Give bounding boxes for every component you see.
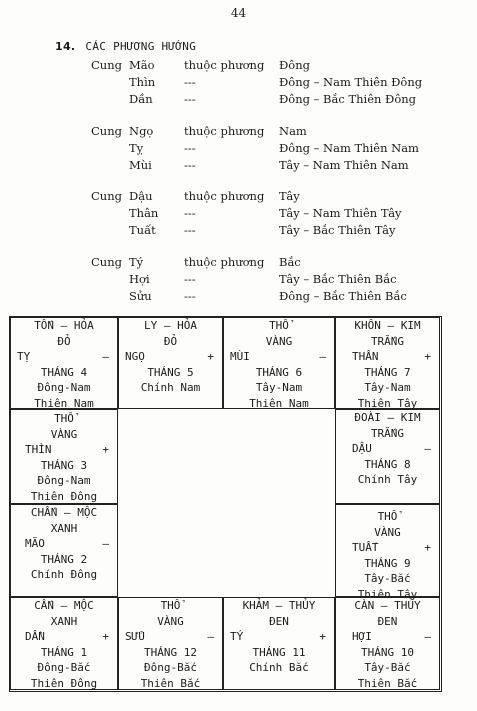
sign: +: [102, 630, 109, 643]
direction: Tây – Bắc Thiên Bắc: [279, 272, 397, 286]
branch: MÃO: [25, 537, 45, 550]
direction: Tây-Bắc: [364, 572, 411, 585]
branch: THÂN: [352, 350, 379, 363]
direction: Tây – Nam Thiên Tây: [279, 206, 402, 220]
direction: Đông: [279, 58, 310, 72]
direction: Đông – Nam Thiên Đông: [279, 75, 423, 89]
direction: Đông-Nam: [37, 381, 91, 394]
branch: Tý: [129, 255, 144, 269]
branch: Sửu: [129, 289, 152, 303]
branch: Dần: [129, 92, 153, 106]
direction: Tây: [279, 189, 300, 203]
relation: thuộc phương: [184, 124, 265, 138]
direction: Tây-Nam: [364, 381, 411, 394]
relation: ---: [184, 92, 196, 106]
sign: +: [424, 350, 431, 363]
sign: +: [319, 630, 326, 643]
cell-suu: [118, 597, 223, 690]
page-number: 44: [230, 6, 247, 20]
relation: ---: [184, 223, 196, 237]
cell-can-moc: [10, 597, 118, 690]
direction-sub: Thiên Đông: [30, 489, 98, 503]
trigram: THỔ: [54, 412, 74, 425]
branch: THÌN: [25, 443, 52, 456]
cell-khon: [335, 317, 440, 409]
grid-center: [118, 409, 335, 597]
trigram: LY – HỎA: [144, 319, 197, 332]
month: THÁNG 2: [40, 552, 88, 566]
direction: Chính Bắc: [249, 661, 309, 674]
trigram: THỔ: [160, 599, 181, 612]
branch: Thân: [129, 206, 159, 220]
sign: –: [424, 630, 431, 643]
color: ĐEN: [377, 614, 398, 628]
cell-ton: [10, 317, 118, 409]
branch: Ngọ: [129, 124, 154, 138]
color: VÀNG: [157, 614, 184, 628]
cell-mui: [223, 317, 335, 409]
cell-can-thuy: [335, 597, 440, 690]
relation: ---: [184, 141, 196, 155]
month: THÁNG 3: [40, 458, 88, 472]
branch: TÝ: [230, 630, 244, 643]
direction: Chính Đông: [30, 568, 98, 581]
direction-sub: Thiên Tây: [357, 587, 418, 601]
color: ĐỎ: [163, 334, 178, 348]
sign: –: [319, 350, 326, 363]
branch: Thìn: [129, 75, 156, 89]
direction: Đông – Nam Thiên Nam: [279, 141, 419, 155]
trigram: CÀN – THỦY: [354, 599, 421, 612]
section-title: CÁC PHƯƠNG HƯỚNG: [85, 40, 197, 53]
direction: Bắc: [279, 255, 301, 269]
trigram: KHẢM – THỦY: [242, 599, 316, 612]
direction: Đông – Bắc Thiên Bắc: [279, 289, 407, 303]
direction-sub: Thiên Tây: [357, 396, 418, 410]
direction: Đông – Bắc Thiên Đông: [279, 92, 417, 106]
direction: Chính Tây: [357, 473, 418, 486]
palace-word: Cung: [91, 189, 122, 203]
trigram: THỔ: [269, 319, 289, 332]
direction: Đông-Bắc: [144, 661, 197, 674]
palace-word: Cung: [91, 124, 122, 138]
trigram: ĐOÀI – KIM: [354, 411, 421, 424]
branch: Tỵ: [129, 141, 144, 155]
direction-sub: Thiên Nam: [249, 396, 309, 410]
direction: Tây-Bắc: [364, 661, 411, 674]
relation: ---: [184, 289, 196, 303]
month: THÁNG 7: [364, 365, 411, 379]
section-heading: [55, 40, 196, 53]
branch: Mão: [129, 58, 155, 72]
trigram: THỔ: [377, 510, 398, 523]
relation: thuộc phương: [184, 58, 265, 72]
month: THÁNG 10: [361, 645, 414, 659]
branch: TUẤT: [352, 541, 379, 554]
month: THÁNG 12: [144, 645, 197, 659]
palace-word: Cung: [91, 255, 122, 269]
color: VÀNG: [50, 427, 78, 441]
branch: Mùi: [129, 158, 152, 172]
color: XANH: [50, 614, 78, 628]
trigram: CHẤN – MỘC: [30, 506, 98, 519]
month: THÁNG 9: [364, 556, 411, 570]
relation: thuộc phương: [184, 255, 265, 269]
color: XANH: [50, 521, 78, 535]
relation: thuộc phương: [184, 189, 265, 203]
relation: ---: [184, 206, 196, 220]
color: TRẮNG: [370, 334, 405, 348]
branch: Dậu: [129, 189, 153, 203]
branch: Tuất: [129, 223, 156, 237]
direction-sub: Thiên Nam: [34, 396, 94, 410]
branch: DẬU: [352, 442, 372, 455]
trigram: KHÔN – KIM: [354, 319, 421, 332]
relation: ---: [184, 75, 196, 89]
palace-word: Cung: [91, 58, 122, 72]
color: ĐEN: [269, 614, 289, 628]
month: THÁNG 8: [364, 457, 411, 471]
sign: –: [424, 442, 431, 455]
color: VÀNG: [265, 334, 293, 348]
color: ĐỎ: [57, 334, 71, 348]
direction-sub: Thiên Bắc: [140, 676, 201, 690]
trigram: CẤN – MỘC: [34, 599, 94, 612]
color: VÀNG: [374, 525, 401, 539]
direction: Đông-Bắc: [37, 661, 91, 674]
cell-ly: [118, 317, 223, 409]
branch: NGỌ: [125, 350, 145, 363]
direction: Tây – Nam Thiên Nam: [279, 158, 409, 172]
branch: HỢI: [352, 630, 372, 643]
sign: –: [102, 350, 109, 363]
sign: –: [102, 537, 109, 550]
sign: +: [102, 443, 109, 456]
cell-doai: [335, 409, 440, 504]
bagua-grid: [9, 316, 442, 692]
direction: Chính Nam: [140, 381, 201, 394]
month: THÁNG 6: [255, 365, 303, 379]
direction: Tây – Bắc Thiên Tây: [279, 223, 396, 237]
branch: MÙI: [230, 350, 250, 363]
section-number: 14.: [55, 40, 76, 53]
direction-sub: Thiên Đông: [30, 676, 98, 690]
month: THÁNG 5: [147, 365, 194, 379]
month: THÁNG 1: [40, 645, 88, 659]
cell-chan: [10, 504, 118, 597]
cell-tuat: [335, 504, 440, 601]
direction: Tây-Nam: [255, 381, 303, 394]
relation: ---: [184, 272, 196, 286]
branch: DẦN: [25, 630, 45, 643]
sign: –: [207, 630, 214, 643]
branch: Hợi: [129, 272, 150, 286]
cell-thin: [10, 409, 118, 504]
month: THÁNG 11: [252, 645, 306, 659]
cell-kham: [223, 597, 335, 690]
direction: Nam: [279, 124, 307, 138]
sign: +: [424, 541, 431, 554]
direction-sub: Thiên Bắc: [357, 676, 418, 690]
sign: +: [207, 350, 214, 363]
direction: Đông-Nam: [37, 474, 91, 487]
relation: ---: [184, 158, 196, 172]
color: TRẮNG: [370, 426, 405, 440]
branch: TỴ: [17, 350, 31, 363]
month: THÁNG 4: [40, 365, 88, 379]
trigram: TỐN – HỎA: [34, 319, 94, 332]
branch: SỬU: [125, 630, 145, 643]
